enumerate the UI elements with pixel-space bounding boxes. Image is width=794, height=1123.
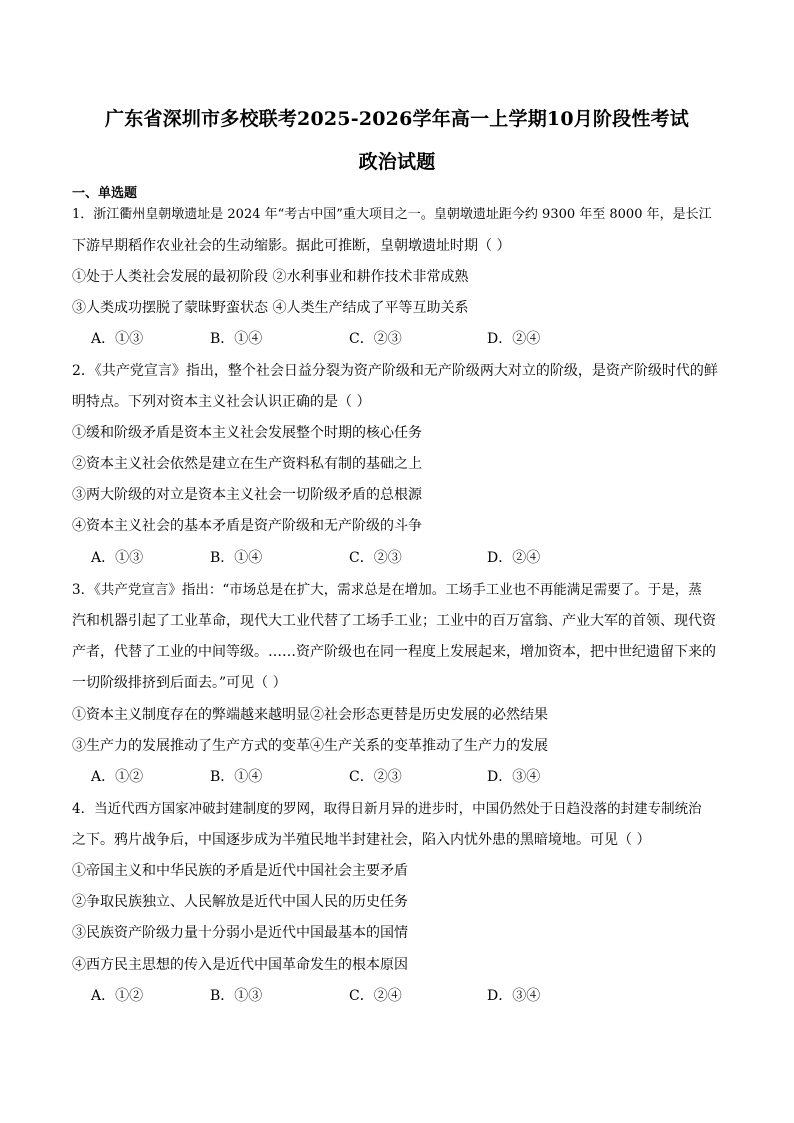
- q1-option-b[interactable]: B．①④: [210, 331, 263, 347]
- q3-item: ③生产力的发展推动了生产方式的变革④生产关系的变革推动了生产力的发展: [72, 738, 548, 754]
- q4-stem-line: 之下。鸦片战争后，中国逐步成为半殖民地半封建社会，陷入内忧外患的黑暗境地。可见（ ）: [72, 832, 651, 848]
- q3-stem-line: 产者，代替了工业的中间等级。……资产阶级也在同一程度上发展起来，增加资本，把中世纪遗留下来的: [72, 644, 716, 660]
- q2-item: ④资本主义社会的基本矛盾是资产阶级和无产阶级的斗争: [72, 518, 422, 534]
- q4-option-b[interactable]: B．①③: [210, 988, 263, 1004]
- doc-title: 广东省深圳市多校联考2025-2026学年高一上学期10月阶段性考试: [105, 108, 689, 130]
- q4-option-d[interactable]: D．③④: [487, 988, 541, 1004]
- q1-item: ①处于人类社会发展的最初阶段 ②水利事业和耕作技术非常成熟: [72, 269, 469, 285]
- q1-item: ③人类成功摆脱了蒙昧野蛮状态 ④人类生产结成了平等互助关系: [72, 300, 469, 316]
- q1-stem-line: 下游早期稻作农业社会的生动缩影。据此可推断，皇朝墩遗址时期（ ）: [72, 238, 511, 254]
- q4-item: ③民族资产阶级力量十分弱小是近代中国最基本的国情: [72, 925, 408, 941]
- q4-stem-line: 4．当近代西方国家冲破封建制度的罗网，取得日新月异的进步时，中国仍然处于日趋没落的封建专制统治: [72, 801, 702, 817]
- q2-stem-line: 明特点。下列对资本主义社会认识正确的是（ ）: [72, 394, 371, 410]
- q1-option-c[interactable]: C．②③: [349, 331, 402, 347]
- section-heading: 一、单选题: [72, 186, 138, 201]
- q4-item: ②争取民族独立、人民解放是近代中国人民的历史任务: [72, 894, 408, 910]
- q2-stem-line: 2．《共产党宣言》指出，整个社会日益分裂为资产阶级和无产阶级两大对立的阶级，是资产阶级时代的鲜: [72, 363, 718, 379]
- q2-item: ②资本主义社会依然是建立在生产资料私有制的基础之上: [72, 456, 422, 472]
- q3-option-a[interactable]: A．①②: [91, 769, 144, 785]
- q2-option-c[interactable]: C．②③: [349, 550, 402, 566]
- q3-stem-line: 3．《共产党宣言》指出：“市场总是在扩大，需求总是在增加。工场手工业也不再能满足需要了。于是，蒸: [72, 582, 702, 598]
- q1-option-d[interactable]: D．②④: [487, 331, 541, 347]
- q3-option-d[interactable]: D．③④: [487, 769, 541, 785]
- q2-option-d[interactable]: D．②④: [487, 550, 541, 566]
- q2-item: ①缓和阶级矛盾是资本主义社会发展整个时期的核心任务: [72, 425, 422, 441]
- q4-item: ①帝国主义和中华民族的矛盾是近代中国社会主要矛盾: [72, 863, 408, 879]
- q2-item: ③两大阶级的对立是资本主义社会一切阶级矛盾的总根源: [72, 487, 422, 503]
- doc-subtitle: 政治试题: [358, 151, 436, 173]
- q4-option-c[interactable]: C．②④: [349, 988, 402, 1004]
- q3-stem-line: 汽和机器引起了工业革命，现代大工业代替了工场手工业；工业中的百万富翁、产业大军的首领、现代资: [72, 613, 716, 629]
- q3-item: ①资本主义制度存在的弊端越来越明显②社会形态更替是历史发展的必然结果: [72, 707, 548, 723]
- q2-option-a[interactable]: A．①③: [91, 550, 144, 566]
- q1-option-a[interactable]: A．①③: [91, 331, 144, 347]
- q3-option-c[interactable]: C．②③: [349, 769, 402, 785]
- q4-item: ④西方民主思想的传入是近代中国革命发生的根本原因: [72, 957, 408, 973]
- q1-stem-line: 1．浙江衢州皇朝墩遗址是 2024 年“考古中国”重大项目之一。皇朝墩遗址距今约 9300 年至 8000 年，是长江: [72, 207, 712, 222]
- q3-option-b[interactable]: B．①④: [210, 769, 263, 785]
- q4-option-a[interactable]: A．①②: [91, 988, 144, 1004]
- q2-option-b[interactable]: B．①④: [210, 550, 263, 566]
- q3-stem-line: 一切阶级排挤到后面去。”可见（ ）: [72, 675, 287, 691]
